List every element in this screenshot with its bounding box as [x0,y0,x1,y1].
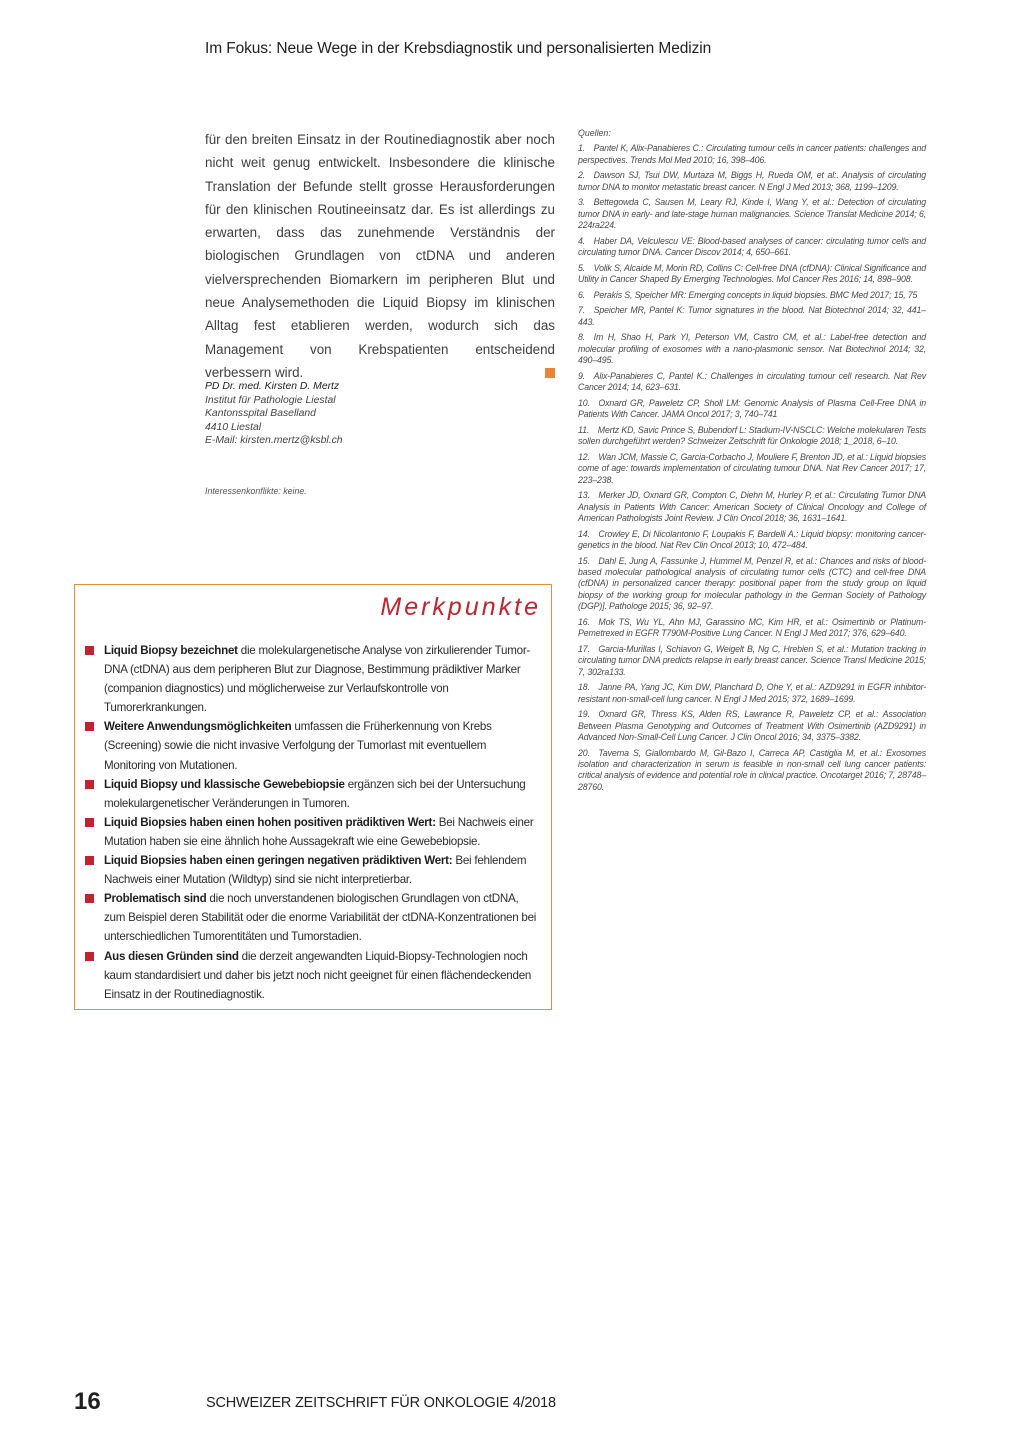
merkpunkt-lead: Liquid Biopsies haben einen hohen positiven prädiktiven Wert: [104,815,436,829]
merkpunkt-lead: Liquid Biopsy und klassische Gewebebiopsie [104,777,345,791]
merkpunkt-text: ergänzen sich bei der Untersuchung molekulargenetischer Veränderungen in Tumoren. [104,777,526,810]
author-hospital: Kantonsspital Baselland [205,408,316,420]
references-heading: Quellen: [578,128,611,138]
running-title: Im Fokus: Neue Wege in der Krebsdiagnostik und personalisierten Medizin [205,40,712,57]
merkpunkt-item [85,717,540,774]
reference-item: 1. Pantel K, Alix-Panabieres C.: Circulating tumour cells in cancer patients: challenges and perspectives. Trends Mol Med 2010; 16, 398–406. [578,143,926,165]
merkpunkte-title: Merkpunkte [380,593,541,621]
author-city: 4410 Liestal [205,421,262,433]
reference-item: 11. Mertz KD, Savic Prince S, Bubendorf L: Stadium-IV-NSCLC: Welche molekularen Tests sollen durchgeführt werden? Schweizer Zeitschrift für Onkologie 2018; 1_2018, 6–10. [578,424,926,447]
bullet-square-icon [85,646,94,655]
bullet-square-icon [85,894,94,903]
merkpunkte-list [85,641,540,1004]
merkpunkt-text: umfassen die Früherkennung von Krebs (Screening) sowie die nicht invasive Verfolgung der Tumorlast mit eventuellem Monitoring von Mutationen. [104,720,492,772]
reference-item: 9. Alix-Panabieres C, Pantel K.: Challenges in circulating tumour cell research. Nat Rev Cancer 2014; 14, 623–631. [578,370,926,393]
merkpunkt-item [85,947,540,1004]
merkpunkt-text: Bei fehlendem Nachweis einer Mutation (Wildtyp) sind sie nicht interpretierbar. [104,854,527,887]
merkpunkt-item [85,851,540,889]
bullet-square-icon [85,818,94,827]
reference-item: 12. Wan JCM, Massie C, Garcia-Corbacho J, Mouliere F, Brenton JD, et al.: Liquid biopsies come of age: towards implementation of circulating tumour DNA. Nat Rev Cancer 2017; 17, 223–238. [578,451,926,485]
reference-item: 2. Dawson SJ, Tsui DW, Murtaza M, Biggs H, Rueda OM, et al:. Analysis of circulating tumor DNA to monitor metastatic breast cancer. N Engl J Med 2013; 368, 1199–1209. [578,170,926,192]
merkpunkt-lead: Problematisch sind [104,892,207,906]
article-closing-paragraph [205,128,555,384]
reference-item: 18. Janne PA, Yang JC, Kim DW, Planchard D, Ohe Y, et al.: AZD9291 in EGFR inhibitor-resistant non-small-cell lung cancer. N Engl J Med 2015; 372, 1689–1699. [578,682,926,704]
journal-name: SCHWEIZER ZEITSCHRIFT FÜR ONKOLOGIE 4/2018 [206,1395,556,1411]
merkpunkt-lead: Weitere Anwendungsmöglichkeiten [104,720,292,734]
merkpunkt-item [85,641,540,717]
reference-item: 13. Merker JD, Oxnard GR, Compton C, Diehn M, Hurley P, et al.: Circulating Tumor DNA Analysis in Patients With Cancer: American Society of Clinical Oncology and College of American Pathologists Joint Review. J Clin Oncol 2018; 36, 1631–1641. [578,490,926,524]
merkpunkt-lead: Liquid Biopsy bezeichnet [104,644,238,657]
reference-item: 7. Speicher MR, Pantel K: Tumor signatures in the blood. Nat Biotechnol 2014; 32, 441–443. [578,305,926,327]
reference-item: 4. Haber DA, Velculescu VE: Blood-based analyses of cancer: circulating tumor cells and circulating tumor DNA. Cancer Discov 2014; 4, 650–661. [578,235,926,258]
bullet-square-icon [85,780,94,789]
merkpunkt-text: die derzeit angewandten Liquid-Biopsy-Technologien noch kaum standardisiert und daher bis jetzt noch nicht geeignet für einen flächendeckenden Einsatz in der Routinediagnostik. [104,949,532,1001]
paragraph-text: für den breiten Einsatz in der Routinediagnostik aber noch nicht weit genug entwickelt. Insbesondere die klinische Translation der Befunde stellt grosse Herausforderungen für den klinischen Routineeinsatz dar. Es ist allerdings zu erwarten, dass das zunehmende Verständnis der biologischen Grundlagen von ctDNA und anderen vielversprechenden Biomarkern im peripheren Blut und neue Analysemethoden die Liquid Biopsy im klinischen Alltag fest etablieren werden, wodurch sich das Management von Krebspatienten entscheidend verbessern wird. [205,132,555,380]
reference-item: 14. Crowley E, Di Nicolantonio F, Loupakis F, Bardelli A.: Liquid biopsy: monitoring cancer-genetics in the blood. Nat Rev Clin Oncol 2013; 10, 472–484. [578,528,926,551]
merkpunkte-box [74,584,552,1010]
merkpunkt-text: die molekulargenetische Analyse von zirkulierender Tumor-DNA (ctDNA) aus dem peripheren Blut zur Diagnose, Bestimmung prädiktiver Marker (companion diagnostics) und möglicherweise zur Verlaufskontrolle von Tumorerkrankungen. [104,644,531,715]
bullet-square-icon [85,722,94,731]
reference-item: 3. Bettegowda C, Sausen M, Leary RJ, Kinde I, Wang Y, et al.: Detection of circulating tumor DNA in early- and late-stage human malignancies. Science Translat Medicine 2014; 6, 224ra224. [578,197,926,231]
page-number: 16 [74,1388,101,1415]
author-name: PD Dr. med. Kirsten D. Mertz [205,381,340,392]
reference-item: 5. Volik S, Alcaide M, Morin RD, Collins C: Cell-free DNA (cfDNA): Clinical Significance and Utility in Cancer Shaped By Emerging Technologies. Mol Cancer Res 2016; 14, 898–908. [578,262,926,285]
reference-item: 10. Oxnard GR, Paweletz CP, Sholl LM: Genomic Analysis of Plasma Cell-Free DNA in Patients With Cancer. JAMA Oncol 2017; 3, 740–741 [578,397,926,420]
reference-item: 6. Perakis S, Speicher MR: Emerging concepts in liquid biopsies. BMC Med 2017; 15, 75 [578,289,918,300]
reference-item: 17. Garcia-Murillas I, Schiavon G, Weigelt B, Ng C, Hrebien S, et al.: Mutation tracking in circulating tumor DNA predicts relapse in early breast cancer. Science Transl Medicine 2015; 7, 302ra133. [578,643,926,677]
merkpunkt-item [85,775,540,813]
merkpunkt-text: Bei Nachweis einer Mutation haben sie eine ähnlich hohe Aussagekraft wie eine Gewebebiopsie. [104,815,534,848]
merkpunkt-text: die noch unverstandenen biologischen Grundlagen von ctDNA, zum Beispiel deren Stabilität oder die enorme Variabilität der ctDNA-Konzentrationen bei unterschiedlichen Tumorentitäten und Tumorstadien. [104,892,537,944]
merkpunkt-item [85,889,540,946]
references-column [578,128,926,797]
author-email[interactable]: E-Mail: kirsten.mertz@ksbl.ch [205,435,343,447]
merkpunkt-item [85,813,540,851]
reference-item: 20. Taverna S, Giallombardo M, Gil-Bazo I, Carreca AP, Castiglia M, et al.: Exosomes isolation and characterization in serum is feasible in non-small cell lung cancer patients: critical analysis of evidence and potential role in clinical practice. Oncotarget 2016; 7, 28748–28760. [578,747,926,792]
reference-item: 8. Im H, Shao H, Park YI, Peterson VM, Castro CM, et al.: Label-free detection and molecular profiling of exosomes with a nano-plasmonic sensor. Nat Biotechnol 2014; 32, 490–495. [578,332,926,366]
merkpunkt-lead: Liquid Biopsies haben einen geringen negativen prädiktiven Wert: [104,854,453,868]
bullet-square-icon [85,856,94,865]
reference-item: 15. Dahl E, Jung A, Fassunke J, Hummel M, Penzel R, et al.: Chances and risks of blood-based molecular pathological analysis of circulating tumor cells (CTC) and cell-free DNA (cfDNA) in personalized cancer therapy: positional paper from the study group on liquid biopsy of the working group for molecular pathology in the German Society of Pathology (DGP)]. Pathologe 2015; 36, 92–97. [578,555,926,612]
end-of-article-square-icon [545,368,555,378]
references-list [578,143,926,793]
reference-item: 19. Oxnard GR, Thress KS, Alden RS, Lawrance R, Paweletz CP, et al.: Association Between Plasma Genotyping and Outcomes of Treatment With Osimertinib (AZD9291) in Advanced Non-Small-Cell Lung Cancer. J Clin Oncol 2016; 34, 3375–3382. [578,709,926,743]
reference-item: 16. Mok TS, Wu YL, Ahn MJ, Garassino MC, Kim HR, et al.: Osimertinib or Platinum-Pemetrexed in EGFR T790M-Positive Lung Cancer. N Engl J Med 2017; 376, 629–640. [578,616,926,639]
author-block [205,380,343,448]
merkpunkt-lead: Aus diesen Gründen sind [104,949,239,963]
bullet-square-icon [85,952,94,961]
author-institute: Institut für Pathologie Liestal [205,394,336,406]
conflicts-of-interest: Interessenkonflikte: keine. [205,486,307,496]
